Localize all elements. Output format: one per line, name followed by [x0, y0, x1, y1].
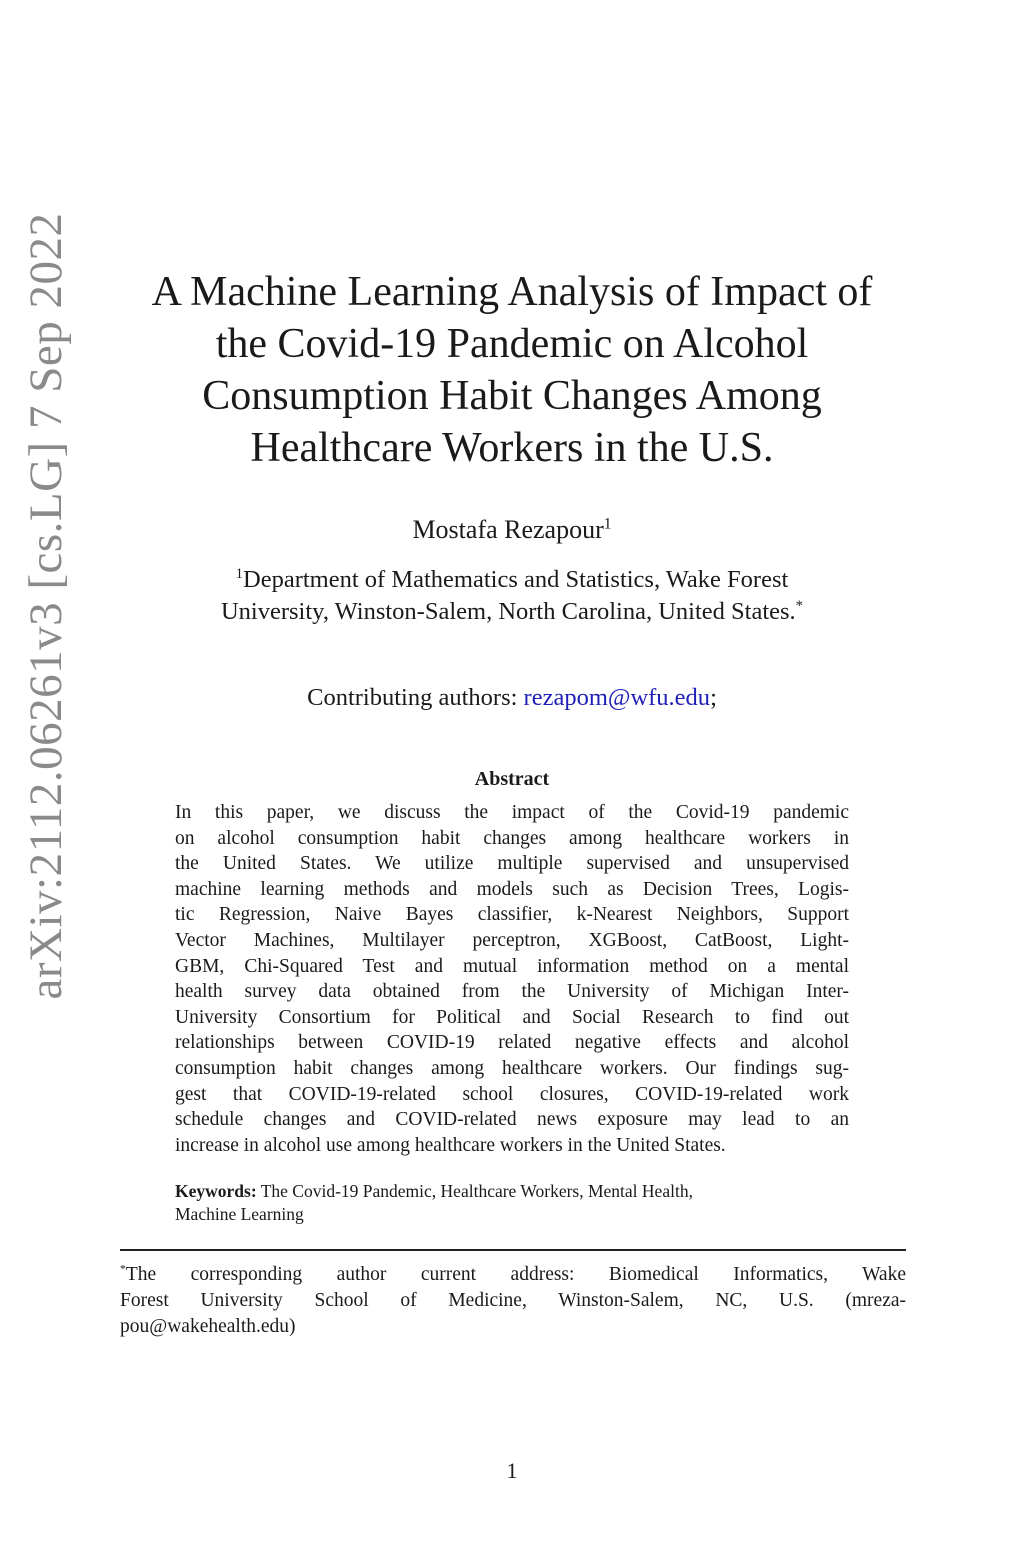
abstract-line: gest that COVID-19-related school closures, COVID-19-related work [175, 1083, 849, 1105]
keywords-label: Keywords: [175, 1181, 257, 1201]
footnote-line-3: pou@wakehealth.edu) [120, 1316, 296, 1337]
author-affiliation-mark: 1 [603, 515, 612, 533]
affiliation-mark: 1 [235, 565, 244, 582]
abstract-line: machine learning methods and models such as Decision Trees, Logis- [175, 878, 849, 900]
affiliation-line-2: University, Winston-Salem, North Carolina, United States.* [220, 597, 804, 625]
page-number: 1 [506, 1458, 518, 1483]
abstract-line: Vector Machines, Multilayer perceptron, XGBoost, CatBoost, Light- [175, 929, 849, 951]
footnote-divider [120, 1249, 906, 1251]
keywords-line-1: Keywords: The Covid-19 Pandemic, Healthcare Workers, Mental Health, [175, 1181, 693, 1201]
title-line: A Machine Learning Analysis of Impact of [151, 269, 873, 315]
contributing-label: Contributing authors: [307, 684, 524, 711]
abstract-line: schedule changes and COVID-related news exposure may lead to an [175, 1109, 849, 1131]
abstract-line: University Consortium for Political and Social Research to find out [175, 1006, 849, 1028]
abstract-line: tic Regression, Naive Bayes classifier, k-Nearest Neighbors, Support [175, 904, 849, 926]
abstract-line: increase in alcohol use among healthcare workers in the United States. [175, 1134, 726, 1156]
title-line: Healthcare Workers in the U.S. [250, 425, 774, 471]
contributing-suffix: ; [710, 684, 717, 711]
footnote [120, 1262, 906, 1340]
abstract-line: consumption habit changes among healthcare workers. Our findings sug- [175, 1057, 849, 1079]
title-line: the Covid-19 Pandemic on Alcohol [215, 321, 809, 367]
abstract-line: on alcohol consumption habit changes among healthcare workers in [175, 827, 849, 849]
abstract-heading: Abstract [474, 768, 550, 790]
abstract-body [175, 800, 849, 1158]
title-line: Consumption Habit Changes Among [202, 373, 822, 419]
contributing-authors [0, 684, 1024, 712]
abstract-line: GBM, Chi-Squared Test and mutual information method on a mental [175, 955, 849, 977]
arxiv-identifier-stamp: arXiv:2112.06261v3 [cs.LG] 7 Sep 2022 [20, 212, 72, 1000]
abstract-line: the United States. We utilize multiple supervised and unsupervised [175, 853, 849, 875]
paper-title [140, 266, 884, 474]
keywords-line-2: Machine Learning [175, 1204, 304, 1224]
author-line [0, 515, 1024, 545]
abstract-line: health survey data obtained from the University of Michigan Inter- [175, 981, 849, 1003]
affiliation [150, 564, 874, 628]
affiliation-line-1: $^1$Department of Mathematics and Statistics, Wake Forest [235, 565, 789, 593]
abstract-line: relationships between COVID-19 related negative effects and alcohol [175, 1032, 849, 1054]
footnote-mark: * [120, 1262, 126, 1276]
abstract-line: In this paper, we discuss the impact of the Covid-19 pandemic [175, 802, 849, 823]
keywords [175, 1180, 849, 1226]
footnote-line-2: Forest University School of Medicine, Winston-Salem, NC, U.S. (mreza- [120, 1290, 906, 1311]
footnote-line-1: *The corresponding author current address: Biomedical Informatics, Wake [120, 1262, 906, 1285]
author-name: Mostafa Rezapour [412, 515, 604, 544]
footnote-mark: * [795, 597, 804, 614]
author-email-link[interactable]: rezapom@wfu.edu [523, 684, 711, 711]
